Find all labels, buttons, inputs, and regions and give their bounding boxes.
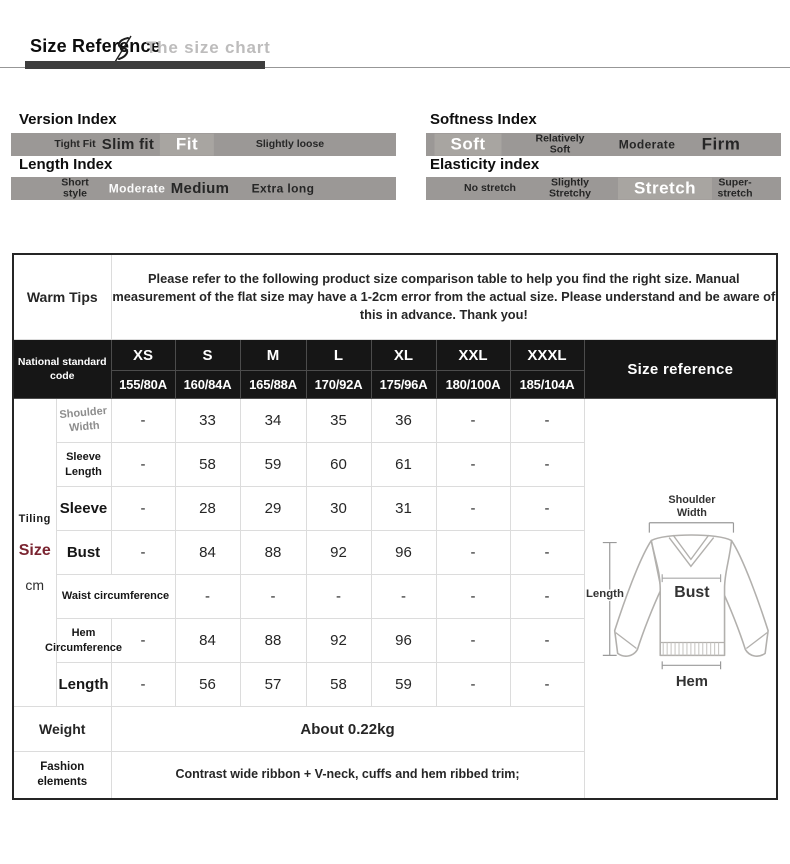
- length-option-medium: Medium: [170, 179, 230, 197]
- table-cell: 35: [306, 399, 371, 443]
- table-cell: -: [306, 575, 371, 619]
- softness-option-moderate: Moderate: [618, 136, 676, 151]
- row-label-sleeve-length: Sleeve Length: [65, 451, 102, 478]
- length-index-heading: Length Index: [19, 156, 113, 173]
- table-cell: 96: [371, 619, 436, 663]
- weight-value: About 0.22kg: [111, 707, 584, 752]
- table-cell: 36: [371, 399, 436, 443]
- code-cell: 175/96A: [371, 371, 436, 399]
- softness-option-relatively-soft: Relatively Soft: [535, 131, 585, 156]
- elasticity-option-no-stretch: No stretch: [464, 181, 516, 194]
- size-comparison-table: [12, 253, 778, 800]
- table-cell: -: [111, 487, 175, 531]
- fashion-elements-label: Fashion elements: [37, 761, 88, 788]
- table-cell: 92: [306, 619, 371, 663]
- code-cell: 155/80A: [111, 371, 175, 399]
- elasticity-option-slightly-stretchy: Slightly Stretchy: [548, 175, 591, 200]
- table-cell: -: [436, 575, 510, 619]
- table-cell: 58: [175, 443, 240, 487]
- unit-tiling-label: Tiling: [18, 512, 51, 525]
- unit-column: [13, 399, 56, 707]
- row-label-waist: Waist circumference: [61, 590, 170, 603]
- unit-size-label: Size: [18, 541, 51, 559]
- warm-tips-text: Please refer to the following product size comparison table to help you find the right size. Manual measurement of the flat size may have a 1-2cm error from the actual size. Please understand and be aware of this in advance. Thank you!: [111, 254, 777, 340]
- national-standard-code-header: National standard code: [13, 340, 111, 399]
- table-cell: 31: [371, 487, 436, 531]
- table-cell: -: [111, 399, 175, 443]
- table-cell: -: [510, 531, 584, 575]
- version-option-slim-fit: Slim fit: [101, 135, 155, 153]
- hem-label: Hem: [675, 674, 708, 691]
- bust-label: Bust: [673, 583, 710, 601]
- shoulder-width-label-2: Width: [676, 506, 707, 519]
- table-cell: 84: [175, 531, 240, 575]
- table-cell: -: [111, 663, 175, 707]
- elasticity-index-heading: Elasticity index: [430, 156, 540, 173]
- table-cell: -: [510, 663, 584, 707]
- softness-option-soft-selected: Soft: [434, 133, 501, 156]
- softness-index-bar: [426, 133, 781, 156]
- sweater-measurement-diagram: [585, 400, 778, 792]
- size-col-header-xl: XL: [371, 340, 436, 371]
- table-cell: 88: [240, 531, 306, 575]
- softness-index-heading: Softness Index: [430, 111, 537, 128]
- table-cell: 59: [240, 443, 306, 487]
- table-cell: 60: [306, 443, 371, 487]
- hem-measure-line: [662, 661, 720, 669]
- code-cell: 180/100A: [436, 371, 510, 399]
- table-cell: 28: [175, 487, 240, 531]
- code-cell: 170/92A: [306, 371, 371, 399]
- version-option-tight-fit: Tight Fit: [54, 137, 96, 150]
- elasticity-option-super-stretch: Super-stretch: [717, 175, 753, 200]
- code-cell: 160/84A: [175, 371, 240, 399]
- table-cell: 57: [240, 663, 306, 707]
- length-option-moderate-selected: Moderate: [108, 180, 166, 195]
- title-underline-thick: [25, 61, 265, 69]
- table-cell: -: [436, 663, 510, 707]
- table-cell: -: [436, 531, 510, 575]
- table-cell: 92: [306, 531, 371, 575]
- size-header-row: [13, 340, 777, 371]
- weight-label: Weight: [13, 707, 111, 752]
- size-col-header-xs: XS: [111, 340, 175, 371]
- table-cell: -: [510, 487, 584, 531]
- table-cell: -: [510, 619, 584, 663]
- elasticity-index-bar: [426, 177, 781, 200]
- table-cell: -: [111, 531, 175, 575]
- row-label-bust: Bust: [66, 543, 101, 561]
- table-cell: 34: [240, 399, 306, 443]
- softness-option-firm: Firm: [701, 134, 741, 154]
- table-cell: -: [510, 399, 584, 443]
- table-cell: 56: [175, 663, 240, 707]
- warm-tips-label: Warm Tips: [13, 254, 111, 340]
- warm-tips-row: [13, 254, 777, 340]
- row-label-hem: Hem Circumference: [45, 627, 123, 654]
- table-row-shoulder-width: [13, 399, 777, 443]
- table-cell: -: [111, 443, 175, 487]
- page-title: Size Reference: [30, 36, 161, 56]
- elasticity-option-stretch-selected: Stretch: [618, 177, 712, 200]
- size-col-header-m: M: [240, 340, 306, 371]
- row-label-sleeve: Sleeve: [59, 499, 108, 517]
- table-cell: -: [436, 399, 510, 443]
- version-option-fit-selected: Fit: [160, 133, 214, 156]
- table-cell: 29: [240, 487, 306, 531]
- code-cell: 165/88A: [240, 371, 306, 399]
- size-col-header-xxxl: XXXL: [510, 340, 584, 371]
- table-cell: -: [240, 575, 306, 619]
- length-label: Length: [585, 587, 624, 600]
- page-subtitle: The size chart: [146, 38, 271, 57]
- size-reference-header: Size reference: [584, 340, 777, 399]
- table-cell: 61: [371, 443, 436, 487]
- row-label-length: Length: [58, 675, 109, 693]
- table-cell: -: [436, 443, 510, 487]
- table-cell: 88: [240, 619, 306, 663]
- version-index-heading: Version Index: [19, 111, 117, 128]
- table-cell: 84: [175, 619, 240, 663]
- hem-rib-hatching: [663, 643, 718, 656]
- unit-cm-label: cm: [25, 576, 45, 593]
- length-option-short-style: Short style: [61, 175, 89, 200]
- table-cell: -: [175, 575, 240, 619]
- table-cell: -: [436, 487, 510, 531]
- shoulder-width-measure-line: [649, 523, 733, 533]
- table-cell: -: [436, 619, 510, 663]
- table-cell: -: [111, 619, 175, 663]
- table-cell: -: [510, 575, 584, 619]
- code-cell: 185/104A: [510, 371, 584, 399]
- decorative-flourish-icon: [111, 35, 133, 63]
- size-col-header-xxl: XXL: [436, 340, 510, 371]
- table-cell: 30: [306, 487, 371, 531]
- table-cell: -: [510, 443, 584, 487]
- version-index-bar: [11, 133, 396, 156]
- size-col-header-s: S: [175, 340, 240, 371]
- table-cell: 33: [175, 399, 240, 443]
- table-cell: 58: [306, 663, 371, 707]
- table-cell: 96: [371, 531, 436, 575]
- row-label-shoulder-width: Shoulder Width: [58, 405, 108, 435]
- length-option-extra-long: Extra long: [251, 180, 315, 195]
- size-col-header-l: L: [306, 340, 371, 371]
- version-option-slightly-loose: Slightly loose: [255, 137, 325, 150]
- shoulder-width-label: Shoulder: [667, 493, 715, 506]
- table-cell: -: [371, 575, 436, 619]
- size-reference-diagram-cell: [584, 399, 777, 800]
- length-index-bar: [11, 177, 396, 200]
- table-cell: 59: [371, 663, 436, 707]
- fashion-elements-value: Contrast wide ribbon + V-neck, cuffs and hem ribbed trim;: [111, 752, 584, 800]
